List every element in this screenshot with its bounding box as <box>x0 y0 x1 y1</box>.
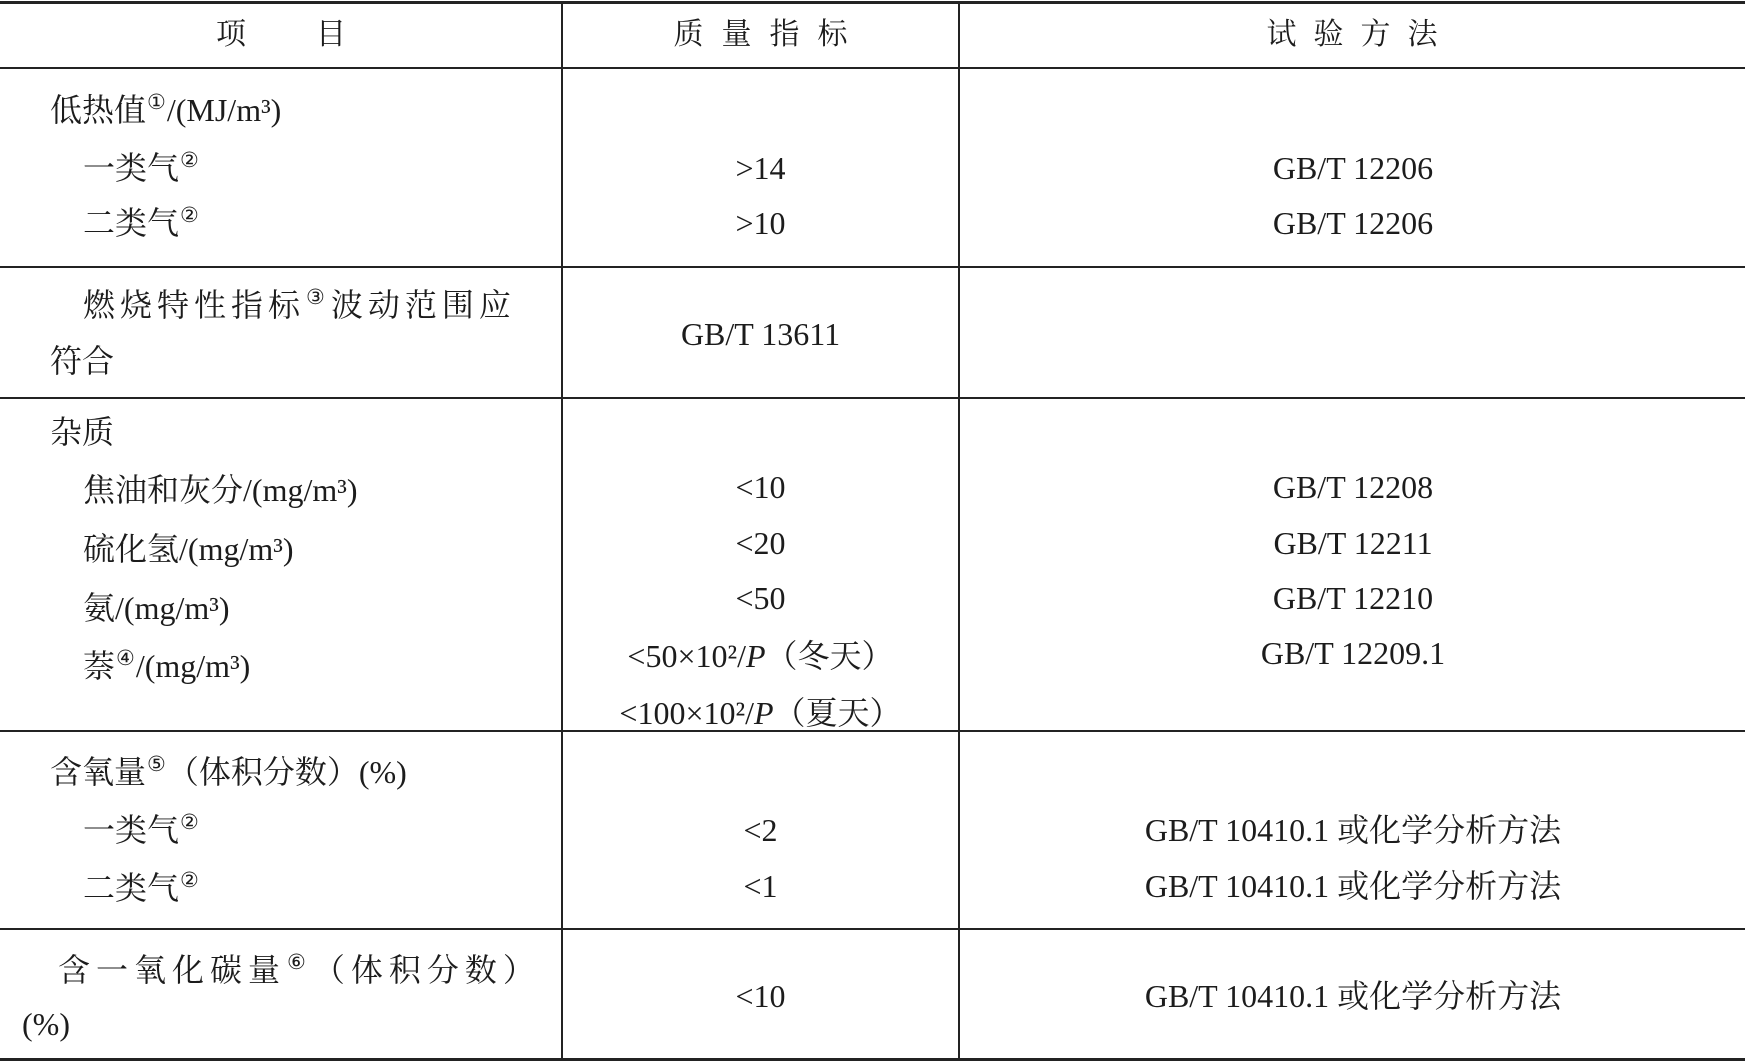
footnote-mark: ⑥ <box>287 950 312 974</box>
row-divider <box>0 397 1745 399</box>
index-value: <2 <box>743 812 778 848</box>
item-ammonia <box>83 588 229 628</box>
item-label: 二类气 <box>83 870 180 906</box>
table-bottom-rule <box>0 1058 1745 1061</box>
index-value: <1 <box>743 868 778 904</box>
index-prefix: <100×10²/ <box>619 695 754 731</box>
item-label: 硫化氢 <box>83 531 180 567</box>
item-class-two-gas <box>83 868 200 908</box>
column-header-index: 质量指标 <box>673 18 866 51</box>
index-value: <50 <box>735 580 786 616</box>
index-value: <20 <box>735 525 786 561</box>
item-label: 萘 <box>83 648 116 684</box>
item-hydrogen-sulfide <box>83 529 293 569</box>
item-unit: /(mg/m³) <box>179 531 294 567</box>
item-label: 含氧量 <box>50 754 147 790</box>
item-label-line2: 符合 <box>50 343 115 379</box>
row-divider <box>0 928 1745 930</box>
item-class-one-gas <box>83 148 200 188</box>
index-value: <10 <box>735 469 786 505</box>
item-unit-line2: (%) <box>22 1006 70 1042</box>
index-variable: P <box>754 695 774 731</box>
item-label: 二类气 <box>83 205 180 241</box>
index-variable: P <box>746 638 766 674</box>
index-value: GB/T 13611 <box>680 316 841 352</box>
item-label: 焦油和灰分 <box>83 472 244 508</box>
item-unit: /(MJ/m³) <box>166 92 282 128</box>
method-value: GB/T 10410.1 或化学分析方法 <box>1144 978 1562 1014</box>
item-oxygen-content <box>50 752 407 792</box>
item-label: 含一氧化碳量 <box>58 952 287 988</box>
item-label: 氨 <box>83 590 116 626</box>
index-prefix: <50×10²/ <box>627 638 746 674</box>
item-label: 低热值 <box>50 92 147 128</box>
index-value: <10 <box>735 978 786 1014</box>
item-combustion-characteristics <box>83 285 516 325</box>
method-value: GB/T 10410.1 或化学分析方法 <box>1144 868 1562 904</box>
footnote-mark: ⑤ <box>147 752 166 776</box>
item-label: 一类气 <box>83 812 180 848</box>
item-unit: /(mg/m³) <box>135 648 251 684</box>
item-label: 燃烧特性指标 <box>83 287 306 323</box>
item-class-two-gas <box>83 203 200 243</box>
footnote-mark: ② <box>180 810 199 834</box>
header-bottom-rule <box>0 67 1745 69</box>
footnote-mark: ② <box>180 203 199 227</box>
column-header-item: 项目 <box>216 18 416 51</box>
row-divider <box>0 266 1745 268</box>
footnote-mark: ① <box>147 90 166 114</box>
item-label: 一类气 <box>83 150 180 186</box>
item-impurities: 杂质 <box>50 414 115 450</box>
item-unit: （体积分数） <box>312 952 541 988</box>
item-carbon-monoxide-content <box>58 950 541 990</box>
method-value: GB/T 12206 <box>1272 205 1434 241</box>
method-value: GB/T 12208 <box>1272 469 1434 505</box>
item-naphthalene <box>83 646 250 686</box>
footnote-mark: ③ <box>306 285 330 309</box>
index-season: （夏天） <box>773 695 902 731</box>
item-label-continued: 波动范围应 <box>330 287 516 323</box>
item-low-heating-value <box>50 90 281 130</box>
table-top-rule <box>0 1 1745 4</box>
item-class-one-gas <box>83 810 200 850</box>
index-value: >14 <box>735 150 786 186</box>
index-value: >10 <box>735 205 786 241</box>
index-value-winter <box>562 636 959 676</box>
column-header-method: 试验方法 <box>1266 18 1455 51</box>
index-season: （冬天） <box>765 638 894 674</box>
method-value: GB/T 12209.1 <box>1260 635 1446 671</box>
method-value: GB/T 10410.1 或化学分析方法 <box>1144 812 1562 848</box>
footnote-mark: ② <box>180 148 199 172</box>
footnote-mark: ② <box>180 868 199 892</box>
method-value: GB/T 12210 <box>1272 580 1434 616</box>
item-tar-and-ash <box>83 470 357 510</box>
item-unit: /(mg/m³) <box>115 590 230 626</box>
index-value-summer <box>562 693 959 733</box>
item-unit: /(mg/m³) <box>243 472 358 508</box>
method-value: GB/T 12211 <box>1273 525 1433 561</box>
method-value: GB/T 12206 <box>1272 150 1434 186</box>
item-unit: （体积分数）(%) <box>166 754 407 790</box>
footnote-mark: ④ <box>116 646 135 670</box>
